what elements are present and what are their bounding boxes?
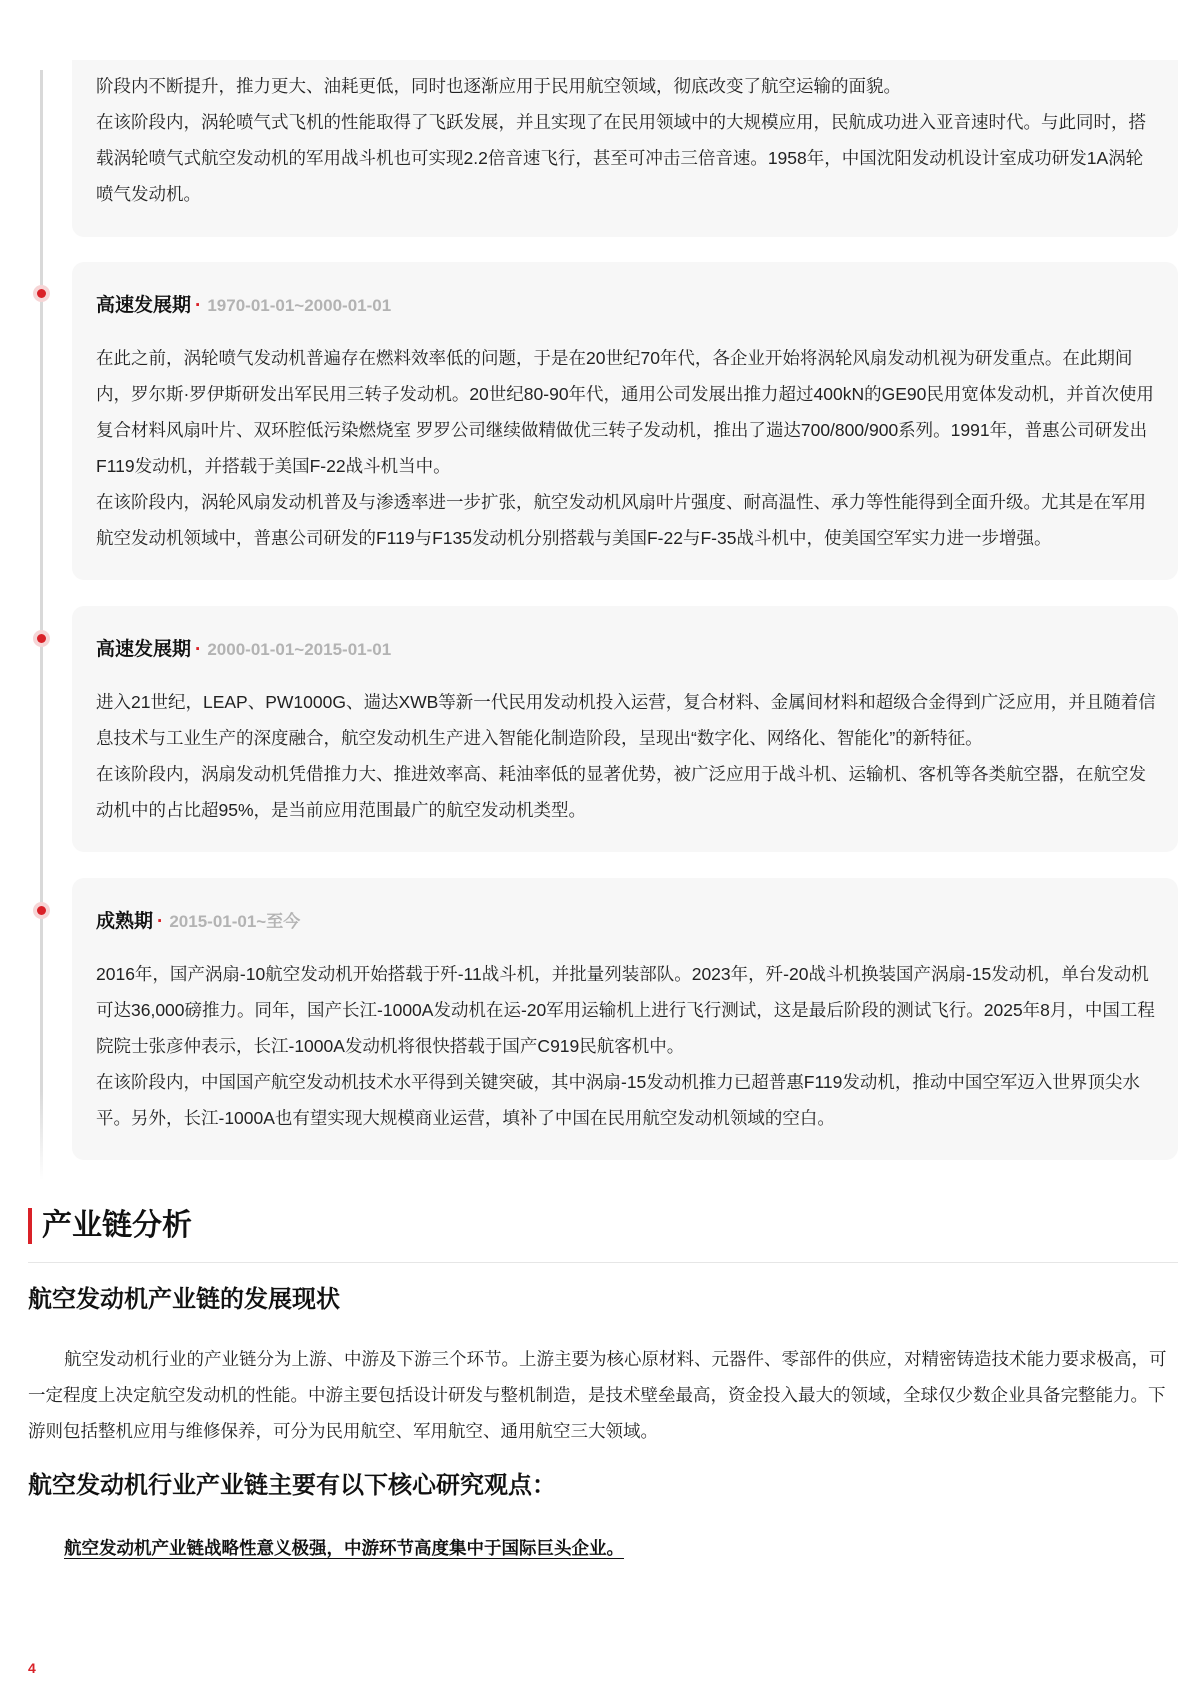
stage-date: 1970-01-01~2000-01-01 <box>207 296 392 315</box>
card-paragraph: 进入21世纪，LEAP、PW1000G、遄达XWB等新一代民用发动机投入运营，复合材料、金属间材料和超级合金得到广泛应用，并且随着信息技术与工业生产的深度融合，航空发动机生产进入智能化制造阶段，呈现出“数字化、网络化、智能化”的新特征。 <box>96 692 1156 748</box>
timeline-card-2000-2015 <box>72 606 1178 852</box>
timeline-dot <box>33 630 50 647</box>
timeline-card-1950s <box>72 60 1178 237</box>
page-number: 4 <box>28 1660 36 1676</box>
card-paragraph: 在该阶段内，涡扇发动机凭借推力大、推进效率高、耗油率低的显著优势，被广泛应用于战斗机、运输机、客机等各类航空器，在航空发动机中的占比超95%，是当前应用范围最广的航空发动机类型。 <box>96 764 1146 820</box>
subsection-title: 航空发动机行业产业链主要有以下核心研究观点： <box>28 1472 556 1499</box>
separator-dot: · <box>195 295 202 316</box>
stage-title: 高速发展期 <box>96 639 192 660</box>
separator-dot: · <box>157 911 164 932</box>
body-paragraph: 航空发动机行业的产业链分为上游、中游及下游三个环节。上游主要为核心原材料、元器件、零部件的供应，对精密铸造技术能力要求极高，可一定程度上决定航空发动机的性能。中游主要包括设计研发与整机制造，是技术壁垒最高，资金投入最大的领域，全球仅少数企业具备完整能力。下游则包括整机应用与维修保养，可分为民用航空、军用航空、通用航空三大领域。 <box>28 1349 1167 1441</box>
section-title: 产业链分析 <box>28 1208 192 1244</box>
stage-date: 2015-01-01~至今 <box>169 912 301 931</box>
section-divider <box>28 1262 1178 1263</box>
card-paragraph: 2016年，国产涡扇-10航空发动机开始搭载于歼-11战斗机，并批量列装部队。2023年，歼-20战斗机换装国产涡扇-15发动机，单台发动机可达36,000磅推力。同年，国产长江-1000A发动机在运-20军用运输机上进行飞行测试，这是最后阶段的测试飞行。2025年8月，中国工程院院士张彦仲表示，长江-1000A发动机将很快搭载于国产C919民航客机中。 <box>96 964 1155 1056</box>
card-header <box>96 634 391 661</box>
timeline-dot <box>33 285 50 302</box>
card-paragraph: 阶段内不断提升，推力更大、油耗更低，同时也逐渐应用于民用航空领域，彻底改变了航空运输的面貌。 <box>96 76 901 96</box>
card-paragraph: 在该阶段内，涡轮喷气式飞机的性能取得了飞跃发展，并且实现了在民用领域中的大规模应用，民航成功进入亚音速时代。与此同时，搭载涡轮喷气式航空发动机的军用战斗机也可实现2.2倍音速飞行，甚至可冲击三倍音速。1958年，中国沈阳发动机设计室成功研发1A涡轮喷气发动机。 <box>96 112 1146 204</box>
stage-title: 成熟期 <box>96 911 154 932</box>
timeline-dot <box>33 902 50 919</box>
card-paragraph: 在该阶段内，涡轮风扇发动机普及与渗透率进一步扩张，航空发动机风扇叶片强度、耐高温性、承力等性能得到全面升级。尤其是在军用航空发动机领域中，普惠公司研发的F119与F135发动机分别搭载与美国F-22与F-35战斗机中，使美国空军实力进一步增强。 <box>96 492 1146 548</box>
card-header <box>96 906 300 933</box>
timeline-card-1970-2000 <box>72 262 1178 580</box>
timeline-card-2015-present <box>72 878 1178 1160</box>
timeline-line <box>40 70 43 1180</box>
subsection-title: 航空发动机产业链的发展现状 <box>28 1286 340 1313</box>
card-header <box>96 290 391 317</box>
separator-dot: · <box>195 639 202 660</box>
stage-date: 2000-01-01~2015-01-01 <box>207 640 392 659</box>
key-point-link[interactable]: 航空发动机产业链战略性意义极强，中游环节高度集中于国际巨头企业。 <box>64 1538 624 1558</box>
card-paragraph: 在此之前，涡轮喷气发动机普遍存在燃料效率低的问题，于是在20世纪70年代，各企业开始将涡轮风扇发动机视为研发重点。在此期间内，罗尔斯·罗伊斯研发出军民用三转子发动机。20世纪80-90年代，通用公司发展出推力超过400kN的GE90民用宽体发动机，并首次使用复合材料风扇叶片、双环腔低污染燃烧室 罗罗公司继续做精做优三转子发动机，推出了遄达700/800/900系列。1991年，普惠公司研发出F119发动机，并搭载于美国F-22战斗机当中。 <box>96 348 1154 476</box>
card-paragraph: 在该阶段内，中国国产航空发动机技术水平得到关键突破，其中涡扇-15发动机推力已超普惠F119发动机，推动中国空军迈入世界顶尖水平。另外，长江-1000A也有望实现大规模商业运营，填补了中国在民用航空发动机领域的空白。 <box>96 1072 1140 1128</box>
stage-title: 高速发展期 <box>96 295 192 316</box>
